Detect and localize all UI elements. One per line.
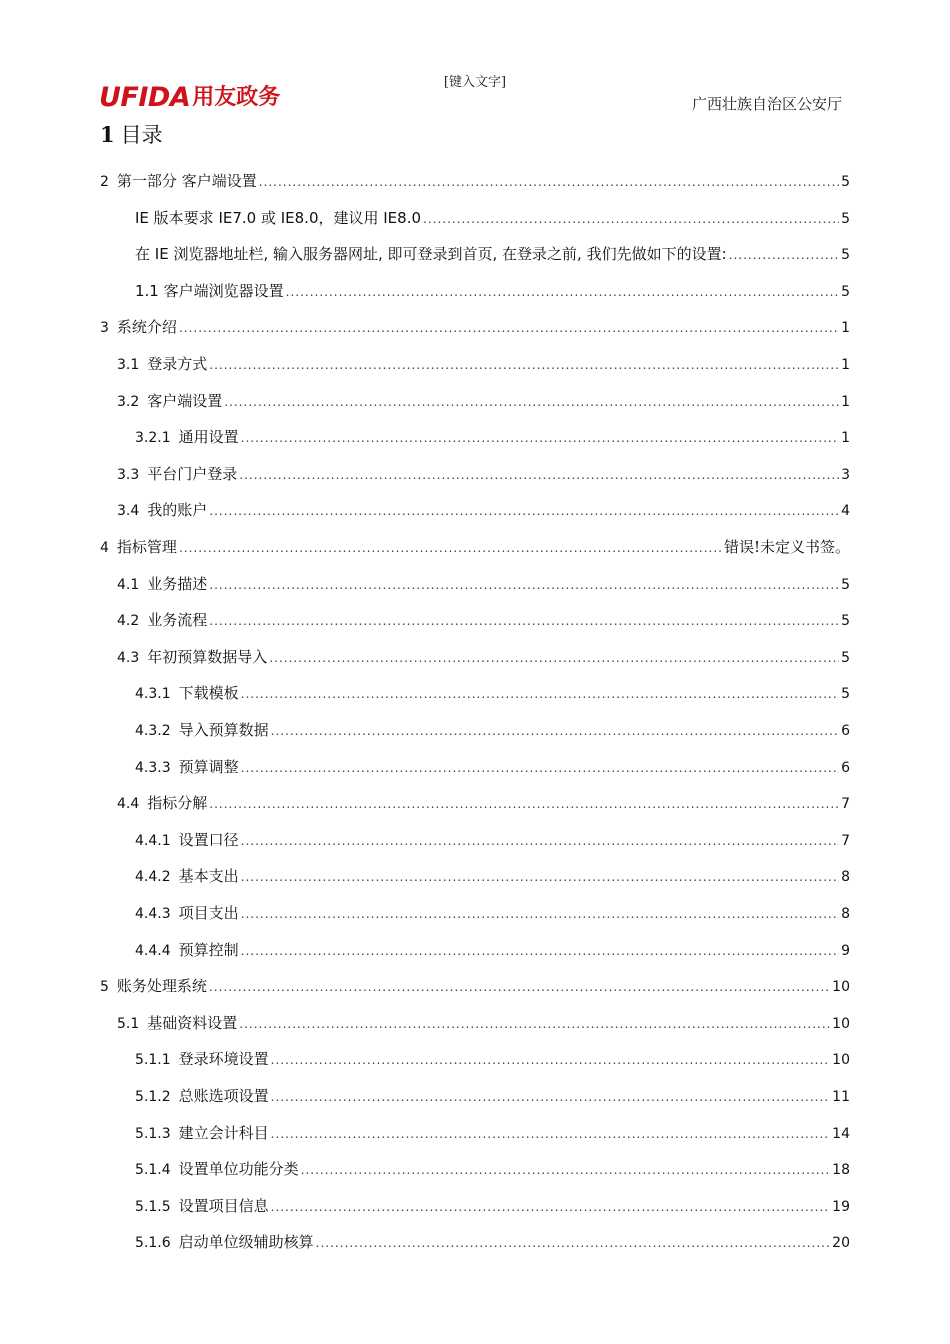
- toc-entry-number: 4.1: [117, 577, 140, 593]
- toc-entry[interactable]: [100, 536, 850, 558]
- toc-entry-label: [100, 536, 177, 557]
- toc-entry-label: [135, 243, 727, 264]
- toc-entry-label: [117, 792, 207, 813]
- toc-entry-page: 9: [841, 943, 850, 959]
- toc-entry-page: 20: [832, 1235, 850, 1251]
- toc-entry-page: 19: [832, 1199, 850, 1215]
- toc-entry-text: 建立会计科目: [178, 1124, 269, 1142]
- toc-leader-dots: [271, 1053, 831, 1067]
- toc-entry-page: 5: [841, 650, 850, 666]
- toc-entry-page: 8: [841, 869, 850, 885]
- toc-leader-dots: [259, 175, 839, 189]
- toc-entry[interactable]: [117, 609, 850, 631]
- toc-entry-label: [117, 1012, 237, 1033]
- toc-entry-number: 3: [100, 320, 109, 336]
- toc-entry-text: 启动单位级辅助核算: [178, 1233, 314, 1251]
- toc-entry-page: 8: [841, 906, 850, 922]
- toc-leader-dots: [271, 1127, 831, 1141]
- toc-entry-page: 18: [832, 1162, 850, 1178]
- toc-entry-number: 5.1.4: [135, 1162, 171, 1178]
- toc-entry-number: 4.4: [117, 796, 140, 812]
- toc-entry-number: 4.3: [117, 650, 140, 666]
- toc-title-number: 1: [100, 122, 115, 147]
- toc-entry-page: 5: [841, 577, 850, 593]
- toc-entry-number: 4.4.3: [135, 906, 171, 922]
- toc-entry-page: 1: [841, 320, 850, 336]
- toc-entry[interactable]: [117, 1012, 850, 1034]
- logo-mark: UFIDA: [99, 82, 191, 113]
- toc-title-text: 目录: [120, 123, 163, 147]
- toc-entry-number: 4.3.2: [135, 723, 171, 739]
- toc-entry-text: 基础资料设置: [147, 1014, 238, 1032]
- toc-entry-page: 14: [832, 1126, 850, 1142]
- toc-entry-page: 5: [841, 284, 850, 300]
- toc-entry-number: 4: [100, 540, 109, 556]
- toc-entry-label: [135, 1195, 269, 1216]
- toc-leader-dots: [316, 1236, 831, 1250]
- toc-leader-dots: [423, 212, 839, 226]
- toc-entry[interactable]: [135, 902, 850, 924]
- toc-entry-text: 平台门户登录: [147, 465, 238, 483]
- toc-entry-label: [135, 829, 239, 850]
- toc-entry-text: 设置单位功能分类: [178, 1160, 299, 1178]
- toc-entry[interactable]: [135, 682, 850, 704]
- toc-leader-dots: [271, 724, 839, 738]
- toc-entry[interactable]: [135, 1085, 850, 1107]
- toc-entry-text: 年初预算数据导入: [147, 648, 268, 666]
- toc-entry-label: [117, 463, 237, 484]
- toc-title: [100, 119, 163, 149]
- toc-entry-number: 4.3.1: [135, 686, 171, 702]
- toc-entry-text: 设置口径: [178, 831, 239, 849]
- toc-entry-page: 5: [841, 613, 850, 629]
- toc-entry-number: 5.1.5: [135, 1199, 171, 1215]
- toc-leader-dots: [224, 395, 839, 409]
- toc-entry[interactable]: [135, 829, 850, 851]
- toc-entry[interactable]: [100, 170, 850, 192]
- toc-entry-page: 7: [841, 833, 850, 849]
- toc-entry-label: [135, 1122, 269, 1143]
- toc-entry-number: 5.1: [117, 1016, 140, 1032]
- toc-entry-text: 业务描述: [147, 575, 208, 593]
- toc-entry-text: 客户端设置: [147, 392, 223, 410]
- toc-entry-text: 项目支出: [178, 904, 239, 922]
- toc-entry-label: [117, 609, 207, 630]
- toc-entry-text: 基本支出: [178, 867, 239, 885]
- toc-entry[interactable]: [135, 207, 850, 229]
- toc-entry[interactable]: [135, 865, 850, 887]
- toc-entry-page: 1: [841, 394, 850, 410]
- toc-entry-label: [117, 646, 267, 667]
- toc-leader-dots: [209, 614, 839, 628]
- toc-entry-text: 下载模板: [178, 684, 239, 702]
- toc-entry[interactable]: [135, 756, 850, 778]
- page-header-text: [键入文字]: [443, 75, 507, 90]
- toc-entry[interactable]: [135, 1231, 850, 1253]
- toc-entry-number: 2: [100, 174, 109, 190]
- toc-entry-page: 6: [841, 760, 850, 776]
- toc-entry-page: 5: [841, 247, 850, 263]
- toc-leader-dots: [269, 651, 839, 665]
- toc-entry-number: 4.3.3: [135, 760, 171, 776]
- toc-entry[interactable]: [100, 316, 850, 338]
- toc-entry[interactable]: [117, 646, 850, 668]
- toc-entry-text: 业务流程: [147, 611, 208, 629]
- toc-entry[interactable]: [135, 1122, 850, 1144]
- ufida-logo: [99, 84, 280, 112]
- toc-entry-label: [100, 316, 177, 337]
- toc-entry-page: 错误!未定义书签。: [723, 538, 850, 556]
- toc-entry-page: 4: [841, 503, 850, 519]
- toc-leader-dots: [241, 907, 839, 921]
- toc-leader-dots: [241, 687, 839, 701]
- toc-leader-dots: [301, 1163, 831, 1177]
- toc-entry-number: 5.1.2: [135, 1089, 171, 1105]
- toc-entry-page: 3: [841, 467, 850, 483]
- toc-entry-number: 3.1: [117, 357, 140, 373]
- toc-entry-number: 4.2: [117, 613, 140, 629]
- toc-leader-dots: [241, 944, 839, 958]
- toc-entry[interactable]: [100, 975, 850, 997]
- toc-entry-page: 6: [841, 723, 850, 739]
- toc-entry[interactable]: [135, 1158, 850, 1180]
- toc-leader-dots: [241, 834, 839, 848]
- toc-entry-label: [117, 499, 207, 520]
- toc-leader-dots: [241, 761, 839, 775]
- toc-entry-text: 总账选项设置: [178, 1087, 269, 1105]
- toc-entry[interactable]: [135, 1195, 850, 1217]
- toc-entry-label: [135, 1158, 299, 1179]
- toc-leader-dots: [209, 980, 830, 994]
- toc-entry[interactable]: [117, 792, 850, 814]
- toc-entry-label: [135, 719, 269, 740]
- toc-entry-number: 5.1.3: [135, 1126, 171, 1142]
- toc-entry-text: IE 版本要求 IE7.0 或 IE8.0，建议用 IE8.0: [135, 209, 422, 227]
- toc-entry-label: [135, 1085, 269, 1106]
- toc-leader-dots: [241, 431, 839, 445]
- toc-entry-label: [117, 390, 222, 411]
- toc-entry-page: 10: [832, 1052, 850, 1068]
- toc-entry-number: 4.4.1: [135, 833, 171, 849]
- toc-entry-label: [100, 170, 257, 191]
- toc-entry-number: 3.2: [117, 394, 140, 410]
- toc-entry-text: 账务处理系统: [116, 977, 207, 995]
- toc-leader-dots: [271, 1090, 831, 1104]
- toc-entry-number: 5.1.6: [135, 1235, 171, 1251]
- toc-entry-text: 系统介绍: [116, 318, 177, 336]
- toc-entry-text: 预算控制: [178, 941, 239, 959]
- toc-leader-dots: [239, 1017, 830, 1031]
- organization-name: 广西壮族自治区公安厅: [691, 95, 842, 113]
- toc-entry-text: 登录方式: [147, 355, 208, 373]
- toc-entry-page: 5: [841, 686, 850, 702]
- toc-entry-text: 预算调整: [178, 758, 239, 776]
- toc-entry[interactable]: [117, 573, 850, 595]
- toc-entry-label: [135, 280, 284, 301]
- toc-entry-label: [135, 1231, 314, 1252]
- logo-subtitle: 用友政务: [192, 85, 281, 110]
- toc-entry[interactable]: [117, 353, 850, 375]
- toc-entry-number: 5: [100, 979, 109, 995]
- toc-leader-dots: [241, 870, 839, 884]
- toc-entry-label: [135, 1048, 269, 1069]
- toc-entry-label: [135, 682, 239, 703]
- toc-entry-label: [135, 207, 421, 228]
- toc-leader-dots: [209, 358, 839, 372]
- toc-entry-number: 3.4: [117, 503, 140, 519]
- toc-entry-text: 指标管理: [116, 538, 177, 556]
- toc-leader-dots: [179, 321, 839, 335]
- toc-entry[interactable]: [117, 463, 850, 485]
- toc-entry-page: 11: [832, 1089, 850, 1105]
- toc-leader-dots: [271, 1200, 831, 1214]
- toc-entry-label: [135, 865, 239, 886]
- toc-leader-dots: [209, 578, 839, 592]
- toc-leader-dots: [729, 248, 839, 262]
- toc-entry-page: 1: [841, 430, 850, 446]
- toc-entry[interactable]: [117, 499, 850, 521]
- toc-entry-label: [117, 573, 207, 594]
- toc-leader-dots: [179, 541, 722, 555]
- toc-entry[interactable]: [117, 390, 850, 412]
- toc-entry-page: 1: [841, 357, 850, 373]
- toc-entry-number: 4.4.2: [135, 869, 171, 885]
- toc-entry-label: [100, 975, 207, 996]
- toc-entry[interactable]: [135, 243, 850, 265]
- toc-leader-dots: [286, 285, 839, 299]
- toc-entry[interactable]: [135, 426, 850, 448]
- toc-entry-number: 5.1.1: [135, 1052, 171, 1068]
- toc-entry-page: 10: [832, 1016, 850, 1032]
- toc-entry-label: [117, 353, 207, 374]
- toc-entry-label: [135, 756, 239, 777]
- toc-entry-text: 我的账户: [147, 501, 208, 519]
- toc-entry-text: 指标分解: [147, 794, 208, 812]
- toc-entry[interactable]: [135, 280, 850, 302]
- toc-entry-text: 在 IE 浏览器地址栏, 输入服务器网址, 即可登录到首页, 在登录之前, 我们先做如下的设置:: [135, 245, 727, 263]
- toc-entry[interactable]: [135, 1048, 850, 1070]
- toc-entry-page: 10: [832, 979, 850, 995]
- toc-entry-text: 第一部分 客户端设置: [116, 172, 257, 190]
- toc-entry-label: [135, 939, 239, 960]
- toc-leader-dots: [239, 468, 839, 482]
- toc-entry-page: 7: [841, 796, 850, 812]
- toc-entry-text: 1.1 客户端浏览器设置: [135, 282, 284, 300]
- toc-entry-page: 5: [841, 211, 850, 227]
- toc-entry-text: 设置项目信息: [178, 1197, 269, 1215]
- toc-entry-text: 导入预算数据: [178, 721, 269, 739]
- toc-entry-text: 通用设置: [178, 428, 239, 446]
- toc-entry-number: 3.2.1: [135, 430, 171, 446]
- toc-entry-label: [135, 426, 239, 447]
- toc-entry-page: 5: [841, 174, 850, 190]
- toc-entry-text: 登录环境设置: [178, 1050, 269, 1068]
- toc-entry[interactable]: [135, 719, 850, 741]
- toc-entry-number: 4.4.4: [135, 943, 171, 959]
- toc-entry-number: 3.3: [117, 467, 140, 483]
- toc-entry-label: [135, 902, 239, 923]
- toc-entry[interactable]: [135, 939, 850, 961]
- toc-leader-dots: [209, 797, 839, 811]
- toc-leader-dots: [209, 504, 839, 518]
